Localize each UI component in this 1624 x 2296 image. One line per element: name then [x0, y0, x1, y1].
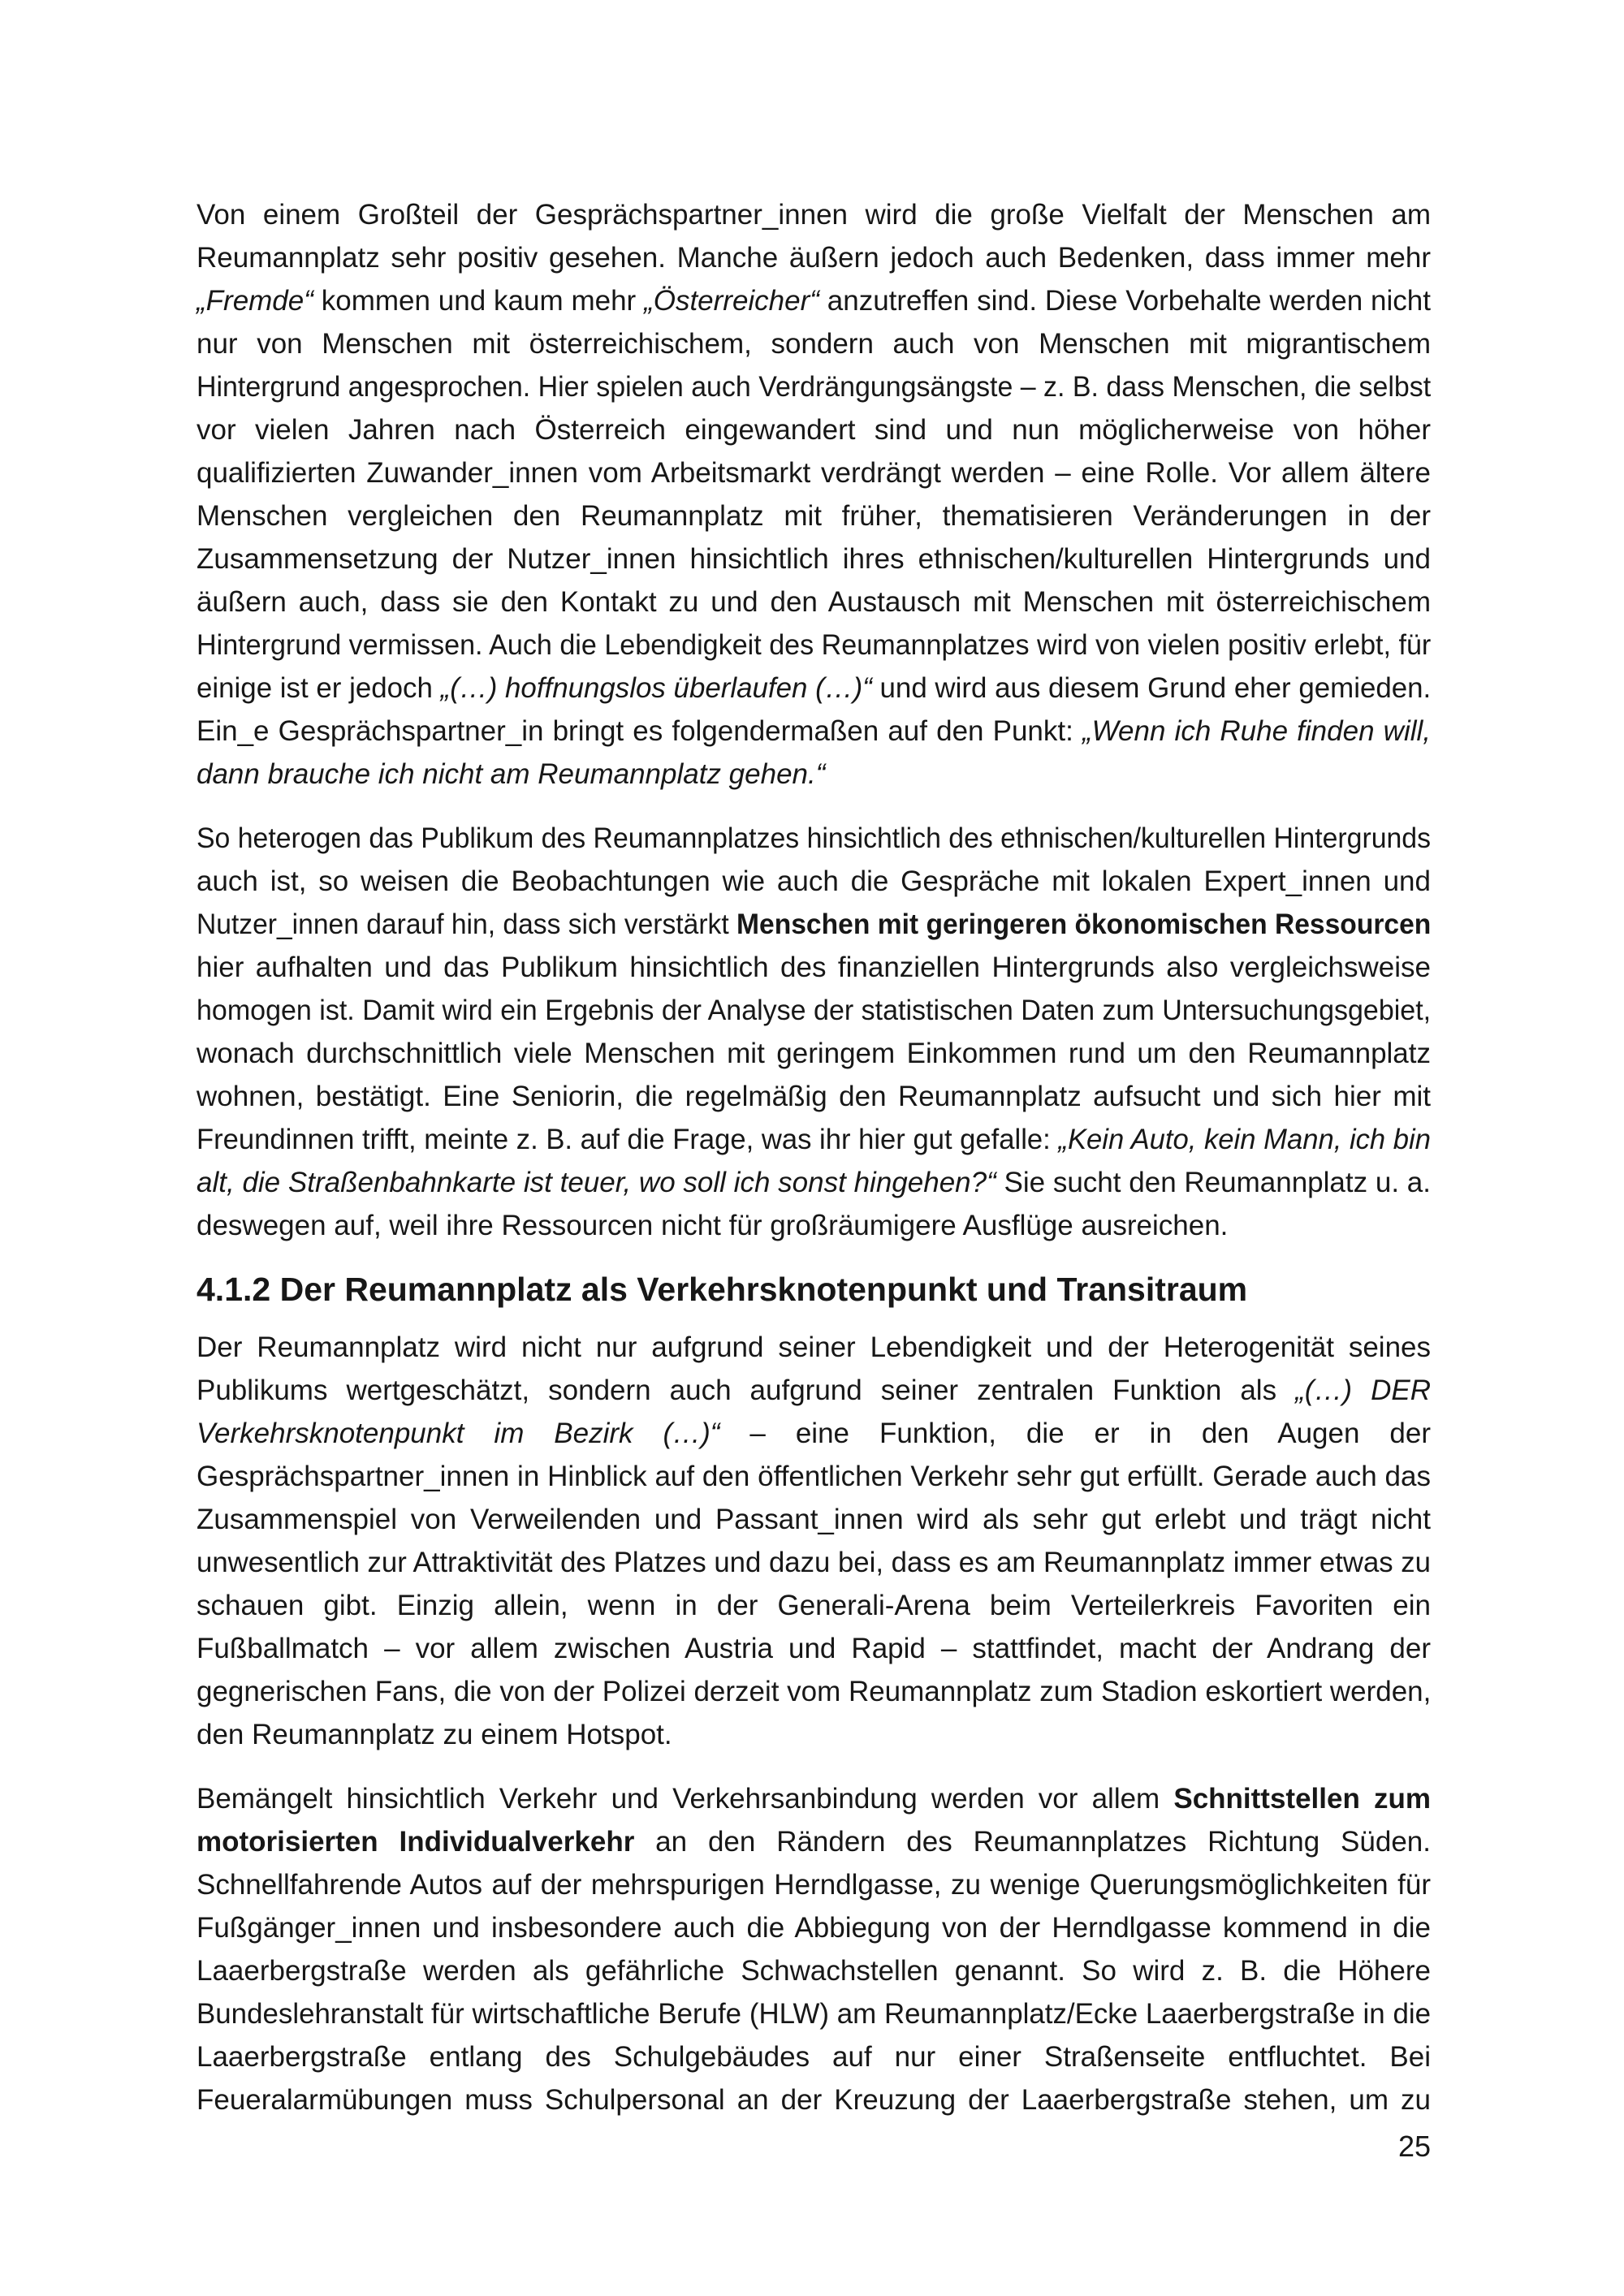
text-line: [197, 817, 1431, 860]
text-line: [197, 1670, 1431, 1713]
italic-text-run: dann brauche ich nicht am Reumannplatz gehen.“: [197, 758, 826, 790]
text-line: [197, 322, 1431, 365]
text-run: anzutreffen sind. Diese Vorbehalte werden nicht: [818, 285, 1431, 317]
text-line: [197, 1992, 1431, 2035]
text-line: [197, 408, 1431, 451]
text-run: Fußgänger_innen und insbesondere auch die Abbiegung von der Herndlgasse kommend in die: [197, 1912, 1431, 1944]
bold-text-run: 4.1.2 Der Reumannplatz als Verkehrsknotenpunkt und Transitraum: [197, 1271, 1248, 1308]
text-run: Schnellfahrende Autos auf der mehrspurigen Herndlgasse, zu wenige Querungsmöglichkeiten für: [197, 1869, 1431, 1901]
text-line: [197, 710, 1431, 753]
bold-text-run: motorisierten Individualverkehr: [197, 1826, 635, 1858]
text-line: [197, 903, 1431, 946]
italic-text-run: „(…) DER: [1295, 1375, 1431, 1406]
document-body: [197, 193, 1431, 2143]
text-run: So heterogen das Publikum des Reumannplatzes hinsichtlich des ethnischen/kulturellen Hintergrunds: [197, 822, 1431, 854]
text-line: [197, 1268, 1431, 1311]
text-line: [197, 860, 1431, 903]
text-run: Menschen vergleichen den Reumannplatz mit früher, thematisieren Veränderungen in der: [197, 500, 1431, 532]
text-run: Freundinnen trifft, meinte z. B. auf die Frage, was ihr hier gut gefalle:: [197, 1124, 1059, 1155]
text-line: [197, 946, 1431, 989]
text-line: [197, 236, 1431, 279]
text-line: [197, 365, 1431, 408]
paragraph: [197, 1326, 1431, 1756]
text-line: [197, 1541, 1431, 1584]
text-line: [197, 494, 1431, 537]
bold-text-run: Schnittstellen zum: [1173, 1783, 1431, 1815]
text-run: den Reumannplatz zu einem Hotspot.: [197, 1719, 672, 1750]
text-line: [197, 667, 1431, 710]
text-run: Laaerbergstraße werden als gefährliche Schwachstellen genannt. So wird z. B. die Höhere: [197, 1955, 1431, 1987]
italic-text-run: alt, die Straßenbahnkarte ist teuer, wo soll ich sonst hingehen?“: [197, 1167, 996, 1198]
text-line: [197, 1118, 1431, 1161]
italic-text-run: „Fremde“: [197, 285, 313, 317]
text-line: [197, 1204, 1431, 1247]
italic-text-run: „Kein Auto, kein Mann, ich bin: [1058, 1124, 1431, 1155]
italic-text-run: Verkehrsknotenpunkt im Bezirk (…)“: [197, 1418, 720, 1449]
text-line: [197, 580, 1431, 624]
text-run: Von einem Großteil der Gesprächspartner_innen wird die große Vielfalt der Menschen am: [197, 199, 1431, 231]
text-run: qualifizierten Zuwander_innen vom Arbeitsmarkt verdrängt werden – eine Rolle. Vor allem ältere: [197, 457, 1431, 489]
text-run: Sie sucht den Reumannplatz u. a.: [996, 1167, 1431, 1198]
text-line: [197, 1326, 1431, 1369]
text-line: [197, 2078, 1431, 2121]
text-run: unwesentlich zur Attraktivität des Platzes und dazu bei, dass es am Reumannplatz immer etwas zu: [197, 1547, 1432, 1578]
text-line: [197, 1906, 1431, 1949]
text-line: [197, 1455, 1431, 1498]
text-run: Nutzer_innen darauf hin, dass sich verstärkt: [197, 908, 737, 940]
text-run: gegnerischen Fans, die von der Polizei derzeit vom Reumannplatz zum Stadion eskortiert werden,: [197, 1676, 1432, 1707]
text-line: [197, 1627, 1431, 1670]
text-run: nur von Menschen mit österreichischem, sondern auch von Menschen mit migrantischem: [197, 328, 1431, 360]
text-line: [197, 1161, 1431, 1204]
text-run: vor vielen Jahren nach Österreich eingewandert sind und nun möglicherweise von höher: [197, 414, 1431, 446]
text-run: deswegen auf, weil ihre Ressourcen nicht für großräumigere Ausflüge ausreichen.: [197, 1210, 1229, 1241]
text-run: Hintergrund vermissen. Auch die Lebendigkeit des Reumannplatzes wird von vielen positiv erlebt, für: [197, 629, 1432, 661]
text-run: Fußballmatch – vor allem zwischen Austria und Rapid – stattfindet, macht der Andrang der: [197, 1633, 1431, 1664]
paragraph: [197, 1777, 1431, 2121]
text-run: Reumannplatz sehr positiv gesehen. Manche äußern jedoch auch Bedenken, dass immer mehr: [197, 242, 1431, 274]
text-line: [197, 537, 1431, 580]
text-line: [197, 1949, 1431, 1992]
text-run: wonach durchschnittlich viele Menschen mit geringem Einkommen rund um den Reumannplatz: [197, 1038, 1431, 1069]
text-run: kommen und kaum mehr: [313, 285, 645, 317]
text-line: [197, 1713, 1431, 1756]
text-line: [197, 279, 1431, 322]
italic-text-run: „Wenn ich Ruhe finden will,: [1082, 715, 1431, 747]
text-run: wohnen, bestätigt. Eine Seniorin, die regelmäßig den Reumannplatz aufsucht und sich hier mit: [197, 1081, 1431, 1112]
text-run: Zusammenspiel von Verweilenden und Passant_innen wird als sehr gut erlebt und trägt nicht: [197, 1504, 1431, 1535]
text-line: [197, 1820, 1431, 1863]
text-line: [197, 1584, 1431, 1627]
paragraph: [197, 193, 1431, 796]
text-run: schauen gibt. Einzig allein, wenn in der Generali-Arena beim Verteilerkreis Favoriten ein: [197, 1590, 1431, 1621]
bold-text-run: Menschen mit geringeren ökonomischen Ressourcen: [736, 908, 1432, 940]
text-line: [197, 989, 1431, 1032]
text-line: [197, 1498, 1431, 1541]
text-run: Zusammensetzung der Nutzer_innen hinsichtlich ihres ethnischen/kulturellen Hintergrunds und: [197, 543, 1431, 575]
italic-text-run: „Österreicher“: [644, 285, 819, 317]
text-run: Hintergrund angesprochen. Hier spielen auch Verdrängungsängste – z. B. dass Menschen, die selbst: [197, 371, 1432, 403]
text-line: [197, 1777, 1431, 1820]
text-run: hier aufhalten und das Publikum hinsichtlich des finanziellen Hintergrunds also vergleichsweise: [197, 952, 1431, 983]
text-run: und wird aus diesem Grund eher gemieden.: [871, 672, 1432, 704]
italic-text-run: „(…) hoffnungslos überlaufen (…)“: [440, 672, 872, 704]
page-number: 25: [1397, 2130, 1431, 2163]
text-run: homogen ist. Damit wird ein Ergebnis der Analyse der statistischen Daten zum Untersuchungsgebiet,: [197, 995, 1432, 1026]
text-line: [197, 1412, 1431, 1455]
text-line: [197, 753, 1431, 796]
text-line: [197, 1075, 1431, 1118]
text-run: Bemängelt hinsichtlich Verkehr und Verkehrsanbindung werden vor allem: [197, 1783, 1174, 1815]
text-run: Ein_e Gesprächspartner_in bringt es folgendermaßen auf den Punkt:: [197, 715, 1082, 747]
text-run: Laaerbergstraße entlang des Schulgebäudes auf nur einer Straßenseite entfluchtet. Bei: [197, 2041, 1431, 2073]
text-run: Bundeslehranstalt für wirtschaftliche Berufe (HLW) am Reumannplatz/Ecke Laaerbergstraße in die: [197, 1998, 1431, 2030]
text-run: an den Rändern des Reumannplatzes Richtung Süden.: [634, 1826, 1431, 1858]
text-line: [197, 193, 1431, 236]
text-run: Der Reumannplatz wird nicht nur aufgrund seiner Lebendigkeit und der Heterogenität seines: [197, 1331, 1431, 1363]
text-line: [197, 624, 1431, 667]
paragraph: [197, 817, 1431, 1247]
text-line: [197, 451, 1431, 494]
text-run: Feueralarmübungen muss Schulpersonal an der Kreuzung der Laaerbergstraße stehen, um zu: [197, 2084, 1431, 2116]
text-run: – eine Funktion, die er in den Augen der: [719, 1418, 1431, 1449]
section-heading: [197, 1268, 1431, 1311]
text-line: [197, 1369, 1431, 1412]
text-run: einige ist er jedoch: [197, 672, 441, 704]
text-line: [197, 1032, 1431, 1075]
text-line: [197, 1863, 1431, 1906]
text-run: auch ist, so weisen die Beobachtungen wie auch die Gespräche mit lokalen Expert_innen und: [197, 865, 1431, 897]
text-run: Gesprächspartner_innen in Hinblick auf den öffentlichen Verkehr sehr gut erfüllt. Gerade auch das: [197, 1461, 1431, 1492]
text-line: [197, 2035, 1431, 2078]
text-run: äußern auch, dass sie den Kontakt zu und den Austausch mit Menschen mit österreichischem: [197, 586, 1431, 618]
text-run: Publikums wertgeschätzt, sondern auch aufgrund seiner zentralen Funktion als: [197, 1375, 1296, 1406]
